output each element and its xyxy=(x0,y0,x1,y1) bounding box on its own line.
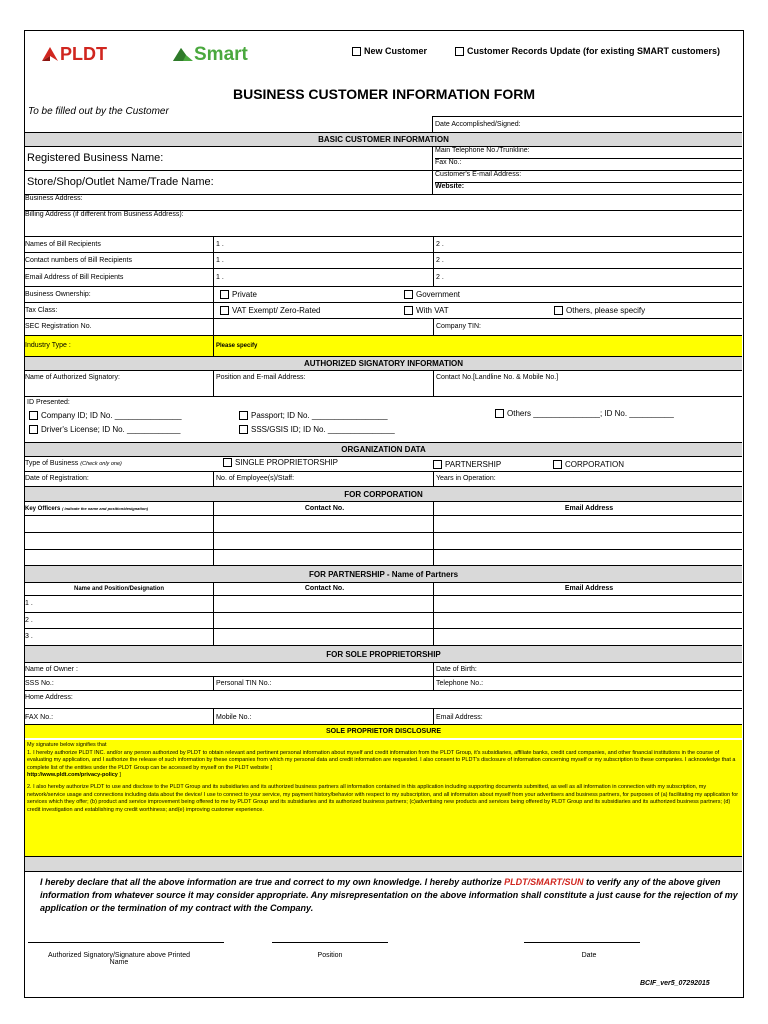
corp-header-row xyxy=(25,501,742,515)
corp-row[interactable] xyxy=(25,549,742,565)
vat-exempt-option[interactable] xyxy=(220,303,320,318)
disclosure-p1-text: 1. I hereby authorize PLDT INC. and/or any person authorized by PLDT to obtain relevant and pertinent personal information about myself and credit information from the PLDT Group, it's subsidiaries, affiliate banks, credit card companies, and other financial institutions in the course of evaluating my application, and I authorize the release of such information by these companies from which my personal data and credit information are requested. I also consent to PLDT's disclosure of information concerning myself or my subscription to these companies. I acknowledge that a complete list of the entities under the PLDT Group can be accessed by myself on the PLDT website [ xyxy=(27,749,736,771)
vat-exempt-checkbox[interactable] xyxy=(220,306,229,315)
tax-class-label: Tax Class: xyxy=(25,307,58,314)
personal-tin-field[interactable]: Personal TIN No.: xyxy=(213,677,433,690)
signature-label: Authorized Signatory/Signature above Printed Name xyxy=(47,952,191,966)
business-type-options xyxy=(213,457,742,471)
ownership-label: Business Ownership: xyxy=(25,291,91,298)
records-update-option[interactable] xyxy=(455,46,720,56)
version-label: BCIF_ver5_07292015 xyxy=(640,980,710,987)
partner-email-cell[interactable] xyxy=(433,613,742,628)
contact-recipient-2[interactable]: 2 . xyxy=(433,253,742,268)
corp-email-cell[interactable] xyxy=(433,550,742,565)
partnership-option[interactable] xyxy=(433,458,501,472)
other-id-checkbox[interactable] xyxy=(495,409,504,418)
others-tax-option[interactable] xyxy=(554,303,645,318)
section-corp-header: FOR CORPORATION xyxy=(25,486,742,501)
with-vat-label: With VAT xyxy=(416,306,449,315)
partner-name-header: Name and Position/Designation xyxy=(73,586,164,592)
government-label: Government xyxy=(416,290,461,299)
company-id-checkbox[interactable] xyxy=(29,411,38,420)
owner-fax-field[interactable]: FAX No.: xyxy=(25,714,54,721)
fax-field[interactable]: Fax No.: xyxy=(435,159,462,166)
single-prop-option[interactable] xyxy=(223,456,338,470)
type-of-business-row xyxy=(25,456,742,471)
owner-email-field[interactable]: Email Address: xyxy=(433,709,742,724)
section-sole-header: FOR SOLE PROPRIETORSHIP xyxy=(25,645,742,662)
corporation-option[interactable] xyxy=(553,458,624,472)
sss-field[interactable]: SSS No.: xyxy=(25,680,54,687)
company-id-label: Company ID; ID No. _______________ xyxy=(41,411,182,420)
government-checkbox[interactable] xyxy=(404,290,413,299)
new-customer-checkbox[interactable] xyxy=(352,47,361,56)
contact-cell[interactable] xyxy=(432,147,742,170)
partners-header-row xyxy=(25,582,742,595)
industry-row xyxy=(25,335,742,356)
telephone-field[interactable]: Telephone No.: xyxy=(433,677,742,690)
business-type-label: Type of Business xyxy=(25,460,79,467)
email-recipient-1[interactable]: 1 . xyxy=(213,269,433,286)
industry-label: Industry Type : xyxy=(25,342,71,349)
form-subtitle: To be filled out by the Customer xyxy=(28,106,169,117)
ownership-row xyxy=(25,286,742,302)
others-tax-checkbox[interactable] xyxy=(554,306,563,315)
company-id-option[interactable] xyxy=(29,411,182,420)
date-line[interactable] xyxy=(524,942,640,943)
bill-recipient-1[interactable]: 1 . xyxy=(213,237,433,252)
single-prop-label: SINGLE PROPRIETORSHIP xyxy=(235,458,338,467)
email-cell[interactable] xyxy=(432,171,742,194)
corp-email-header: Email Address xyxy=(433,502,742,515)
contact-recipients-label: Contact numbers of Bill Recipients xyxy=(25,257,132,264)
years-field[interactable]: Years in Operation: xyxy=(433,472,742,486)
corp-contact-cell[interactable] xyxy=(213,533,433,549)
corp-contact-cell[interactable] xyxy=(213,516,433,532)
sec-reg-field[interactable] xyxy=(213,319,433,335)
registration-row xyxy=(25,471,742,486)
home-address-label: Home Address: xyxy=(25,694,73,701)
store-name-row xyxy=(25,170,742,194)
partner-contact-cell[interactable] xyxy=(213,613,433,628)
disclosure-paragraph-2: 2. I also hereby authorize PLDT to use and disclose to the PLDT Group and its subsidiaries and its authorized business partners all information contained in this application including supporting documents submitted, as well as all information in connection with my subscription, my network/service usage and connections including data about the device/ I use to connect to your service, my payment history/behavior with respect to my subscription, and all information about myself from your advertisers and business partners, for purposes of (a) facilitating my application for services which they offer; (b) product and service improvement being offered to me by PLDT Group and its subsidiaries and its authorized business partners; (c)advertising new products and services being offered by PLDT Group and its subsidiaries and its authorized business partners; (d) credit investigation and establishing my credit worthiness; and(e) improving customer experience. xyxy=(27,783,739,813)
passport-checkbox[interactable] xyxy=(239,411,248,420)
home-address-field[interactable] xyxy=(25,690,742,708)
company-tin-field[interactable]: Company TIN: xyxy=(433,319,742,335)
tax-class-options xyxy=(213,303,742,318)
corp-contact-cell[interactable] xyxy=(213,550,433,565)
disclosure-intro: My signature below signifies that xyxy=(27,742,107,748)
email-recipient-2[interactable]: 2 . xyxy=(433,269,742,286)
auth-contact-field[interactable]: Contact No.[Landline No. & Mobile No.] xyxy=(433,371,742,396)
declaration-brands: PLDT/SMART/SUN xyxy=(504,877,584,887)
government-option[interactable] xyxy=(404,287,460,302)
auth-name-field[interactable]: Name of Authorized Signatory: xyxy=(25,374,120,381)
private-checkbox[interactable] xyxy=(220,290,229,299)
bill-recipient-2[interactable]: 2 . xyxy=(433,237,742,252)
section-partnership-header: FOR PARTNERSHIP - Name of Partners xyxy=(25,565,742,582)
vat-exempt-label: VAT Exempt/ Zero-Rated xyxy=(232,306,321,315)
private-label: Private xyxy=(232,290,257,299)
partnership-label: PARTNERSHIP xyxy=(445,460,502,469)
business-address-label: Business Address: xyxy=(25,195,83,202)
drivers-license-option[interactable] xyxy=(29,425,180,434)
other-id-label: Others _______________; ID No. __________ xyxy=(507,409,674,418)
dob-field[interactable]: Date of Birth: xyxy=(433,663,742,676)
partner-email-cell[interactable] xyxy=(433,629,742,645)
disclosure-p1-end: ] xyxy=(119,772,121,779)
email-recipients-label: Email Address of Bill Recipients xyxy=(25,274,124,281)
main-tel-field[interactable]: Main Telephone No./Trunkline: xyxy=(435,147,742,159)
section-basic-header: BASIC CUSTOMER INFORMATION xyxy=(25,132,742,146)
key-officers-note: ( indicate the name and position/designation) xyxy=(62,506,149,511)
declaration-text xyxy=(40,876,740,915)
key-officers-label: Key Officers xyxy=(25,506,61,512)
with-vat-option[interactable] xyxy=(404,303,449,318)
partner-email-cell[interactable] xyxy=(433,596,742,612)
section-authorized-header: AUTHORIZED SIGNATORY INFORMATION xyxy=(25,356,742,370)
sss-row xyxy=(25,676,742,690)
contact-recipient-1[interactable]: 1 . xyxy=(213,253,433,268)
partner-row[interactable] xyxy=(25,612,742,628)
declaration-part-a: I hereby declare that all the above information are true and correct to my own knowledge. I hereby authorize xyxy=(40,877,505,887)
disclosure-body xyxy=(25,740,742,856)
single-prop-checkbox[interactable] xyxy=(223,458,232,467)
declaration-part-b: to verify any of the above given information from whatever source it may consider appropriate. Any misrepresentation on the above information shall constitute a just cause for the rejection of my application or the termination of my contract with the Company. xyxy=(40,877,738,913)
industry-field[interactable]: Please specify xyxy=(213,336,742,356)
customer-email-field[interactable]: Customer's E-mail Address: xyxy=(435,171,742,183)
sec-reg-label: SEC Registration No. xyxy=(25,323,92,330)
sss-option[interactable] xyxy=(239,425,395,434)
disclosure-header: SOLE PROPRIETOR DISCLOSURE xyxy=(25,724,742,738)
contact-recipients-row xyxy=(25,252,742,268)
partner-row-number: 3 . xyxy=(25,633,33,640)
with-vat-checkbox[interactable] xyxy=(404,306,413,315)
private-option[interactable] xyxy=(220,287,257,302)
smart-logo xyxy=(172,44,248,66)
authorized-row xyxy=(25,370,742,396)
auth-position-field[interactable]: Position and E-mail Address: xyxy=(213,371,433,396)
passport-label: Passport; ID No. _________________ xyxy=(251,411,388,420)
partner-contact-header: Contact No. xyxy=(213,583,433,595)
form-title: BUSINESS CUSTOMER INFORMATION FORM xyxy=(232,86,536,102)
smart-logo-text: Smart xyxy=(194,44,248,65)
partnership-checkbox[interactable] xyxy=(433,460,442,469)
position-line[interactable] xyxy=(272,942,388,943)
date-label: Date xyxy=(581,952,597,959)
bill-recipients-label: Names of Bill Recipients xyxy=(25,241,101,248)
website-field[interactable]: Website: xyxy=(435,183,465,190)
signature-line[interactable] xyxy=(28,942,224,943)
position-label: Position xyxy=(317,952,343,959)
corp-email-cell[interactable] xyxy=(433,533,742,549)
date-reg-field[interactable]: Date of Registration: xyxy=(25,475,89,482)
others-tax-label: Others, please specify xyxy=(566,306,646,315)
corporation-label: CORPORATION xyxy=(565,460,624,469)
employees-field[interactable]: No. of Employee(s)/Staff: xyxy=(213,472,433,486)
records-update-checkbox[interactable] xyxy=(455,47,464,56)
disclosure-paragraph-1 xyxy=(27,750,740,780)
partner-contact-cell[interactable] xyxy=(213,596,433,612)
id-presented-row xyxy=(25,396,742,442)
sec-row xyxy=(25,318,742,335)
email-recipients-row xyxy=(25,268,742,286)
partner-row-number: 1 . xyxy=(25,600,33,607)
corp-email-cell[interactable] xyxy=(433,516,742,532)
new-customer-option[interactable] xyxy=(352,46,427,56)
tax-class-row xyxy=(25,302,742,318)
store-name-label: Store/Shop/Outlet Name/Trade Name: xyxy=(27,176,214,188)
drivers-license-checkbox[interactable] xyxy=(29,425,38,434)
mobile-field[interactable]: Mobile No.: xyxy=(213,709,433,724)
sss-label: SSS/GSIS ID; ID No. _______________ xyxy=(251,425,395,434)
partner-row[interactable] xyxy=(25,595,742,612)
registered-name-row xyxy=(25,146,742,170)
passport-option[interactable] xyxy=(239,411,388,420)
bill-recipients-row xyxy=(25,236,742,252)
id-presented-label: ID Presented: xyxy=(27,399,70,406)
drivers-license-label: Driver's License; ID No. ____________ xyxy=(41,425,181,434)
disclosure-divider xyxy=(25,856,742,872)
pldt-logo-text: PLDT xyxy=(60,44,107,64)
owner-row xyxy=(25,662,742,676)
business-type-note: (Check only one) xyxy=(80,461,122,467)
partner-row[interactable] xyxy=(25,628,742,645)
new-customer-label: New Customer xyxy=(364,46,428,56)
privacy-policy-link[interactable]: http://www.pldt.com/privacy-policy xyxy=(27,772,118,779)
pldt-logo xyxy=(40,44,107,65)
registered-name-label: Registered Business Name: xyxy=(27,152,164,164)
date-accomplished-field[interactable]: Date Accomplished/Signed: xyxy=(432,116,742,132)
partner-row-number: 2 . xyxy=(25,617,33,624)
smart-mark-icon xyxy=(172,45,194,63)
pldt-mark-icon xyxy=(40,45,60,63)
billing-address-label: Billing Address (if different from Business Address): xyxy=(25,211,184,218)
corporation-checkbox[interactable] xyxy=(553,460,562,469)
billing-address-field[interactable] xyxy=(25,210,742,236)
sss-checkbox[interactable] xyxy=(239,425,248,434)
partner-contact-cell[interactable] xyxy=(213,629,433,645)
owner-field[interactable]: Name of Owner : xyxy=(25,666,78,673)
corp-row[interactable] xyxy=(25,532,742,549)
corp-row[interactable] xyxy=(25,515,742,532)
corp-contact-header: Contact No. xyxy=(213,502,433,515)
section-org-header: ORGANIZATION DATA xyxy=(25,442,742,456)
business-address-field[interactable] xyxy=(25,194,742,210)
other-id-option[interactable] xyxy=(495,409,674,418)
partner-email-header: Email Address xyxy=(433,583,742,595)
fax-row xyxy=(25,708,742,724)
ownership-options xyxy=(213,287,742,302)
records-update-label: Customer Records Update (for existing SMART customers) xyxy=(467,46,721,56)
